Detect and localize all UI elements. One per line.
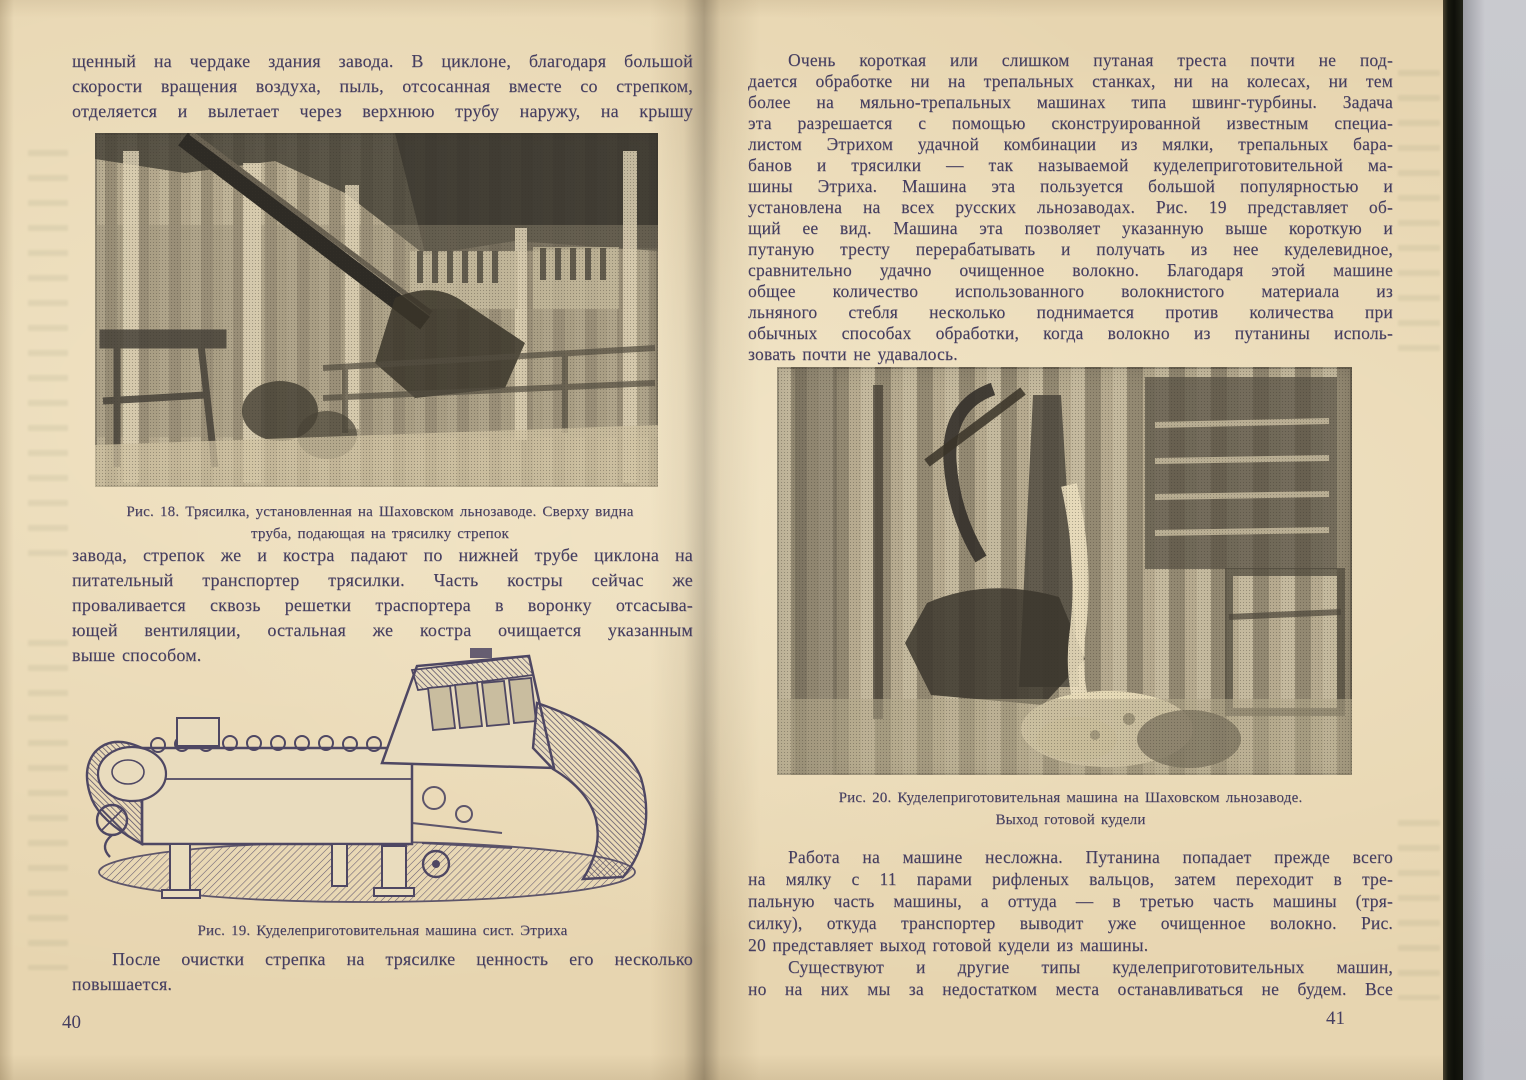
text-line: сравнительно удачно очищенное волокно. Благодаря этой машине <box>748 260 1393 280</box>
figure20-photo-shapes <box>777 367 1352 775</box>
figure19-illustration <box>82 648 660 908</box>
text-line: шины Этриха. Машина эта пользуется большой популярностью и <box>748 176 1393 196</box>
figure19-caption <box>72 921 693 943</box>
text-line: но на них мы за недостатком места останавливаться не будем. Все <box>748 979 1393 999</box>
figure18-photo-shapes <box>95 133 658 487</box>
text-line: 20 представляет выход готовой кудели из машины. <box>748 935 1149 955</box>
figure20-photo <box>777 367 1352 775</box>
text-line: После очистки стрепка на трясилке ценность его несколько <box>112 949 693 969</box>
bleedthrough-marks <box>28 640 68 970</box>
text-line: зовать почти не удавалось. <box>748 344 958 364</box>
right-paragraph-2 <box>748 956 1393 1000</box>
text-line: дается обработке ни на трепальных станках, ни на колесах, ни тем <box>748 71 1393 91</box>
text-line: пальную часть машины, а оттуда — в третью часть машины (тря- <box>748 891 1393 911</box>
text-line: банов и трясилки — так называемой куделеприготовительной ма- <box>748 155 1393 175</box>
text-line: щенный на чердаке здания завода. В циклоне, благодаря большой <box>72 51 693 71</box>
text-line: на мялку с 11 парами рифленых вальцов, затем переходит в тре- <box>748 869 1393 889</box>
right-paragraph-top <box>748 50 1393 365</box>
caption-line: Рис. 19. Куделеприготовительная машина сист. Этриха <box>197 923 568 939</box>
text-line: силку), откуда транспортер выводит уже очищенное волокно. Рис. <box>748 913 1393 933</box>
right-paragraph-1 <box>748 846 1393 956</box>
text-line: отделяется и вылетает через верхнюю трубу наружу, на крышу <box>72 101 693 121</box>
figure18-photo <box>95 133 658 487</box>
text-line: повышается. <box>72 974 173 994</box>
text-line: установлена на всех русских льнозаводах. Рис. 19 представляет об- <box>748 197 1393 217</box>
text-line: Работа на машине несложна. Путанина попадает прежде всего <box>788 847 1393 867</box>
figure19-drawing <box>82 648 660 908</box>
left-paragraph-bottom <box>72 947 693 997</box>
bleedthrough-marks <box>1398 70 1440 370</box>
text-line: льняного стебля несколько поднимается против количества при <box>748 302 1393 322</box>
text-line: ющей вентиляции, остальная же костра очищается указанным <box>72 620 693 640</box>
text-line: скорости вращения воздуха, пыль, отсосанная вместе со стрепком, <box>72 76 693 96</box>
bleedthrough-marks <box>1398 820 1440 1000</box>
text-line: щий ее вид. Машина эта позволяет указанную выше короткую и <box>748 218 1393 238</box>
text-line: завода, стрепок же и костра падают по нижней трубе циклона на <box>72 545 693 565</box>
figure18-caption <box>80 502 680 545</box>
scanner-background-shade <box>1463 0 1485 1080</box>
left-paragraph-top <box>72 49 693 124</box>
text-line: выше способом. <box>72 645 202 665</box>
text-line: более на мяльно-трепальных машинах типа швинг-турбины. Задача <box>748 92 1393 112</box>
bleedthrough-marks <box>28 150 68 570</box>
text-line: общее количество использованного волокнистого материала из <box>748 281 1393 301</box>
left-page-number: 40 <box>62 1012 81 1033</box>
text-line: Существуют и другие типы куделеприготовительных машин, <box>788 957 1393 977</box>
caption-line: Рис. 20. Куделеприготовительная машина на Шаховском льнозаводе. <box>838 790 1303 806</box>
text-line: питательный транспортер трясилки. Часть костры сейчас же <box>72 570 693 590</box>
caption-line: Выход готовой кудели <box>995 811 1146 828</box>
text-line: листом Этрихом удачной комбинации из мялки, трепальных бара- <box>748 134 1393 154</box>
caption-line: труба, подающая на трясилку стрепок <box>250 525 510 542</box>
text-line: эта разрешается с помощью сконструированной известным специа- <box>748 113 1393 133</box>
text-line: Очень короткая или слишком путаная треста почти не под- <box>788 50 1393 70</box>
text-line: проваливается сквозь решетки траспортера в воронку отсасыва- <box>72 595 693 615</box>
caption-line: Рис. 18. Трясилка, установленная на Шаховском льнозаводе. Сверху видна <box>126 504 634 520</box>
text-line: обычных способах обработки, когда волокно из путанины исполь- <box>748 323 1393 343</box>
book-block-edge <box>1443 0 1463 1080</box>
text-line: путаную тресту перерабатывать и получать из нее куделевидное, <box>748 239 1393 259</box>
right-page-number: 41 <box>1326 1008 1345 1029</box>
figure20-caption <box>748 788 1393 831</box>
